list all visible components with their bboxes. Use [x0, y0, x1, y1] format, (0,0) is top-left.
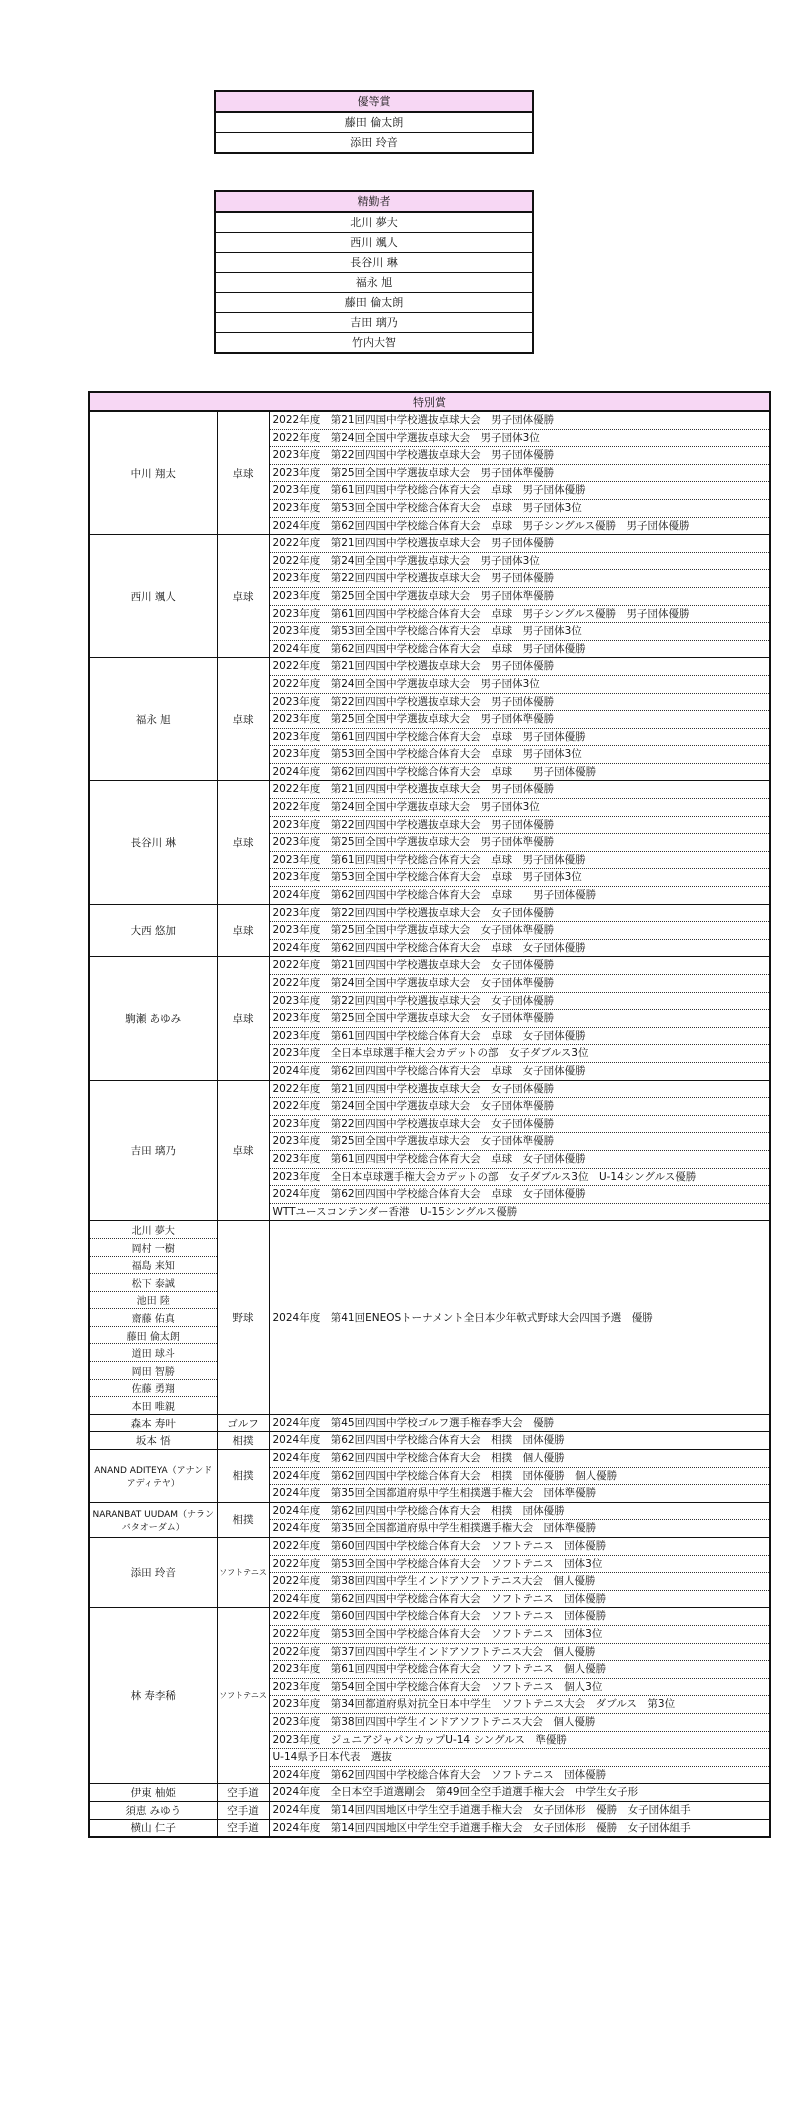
result-line: 2023年度 第22回四国中学校選抜卓球大会 男子団体優勝: [269, 816, 770, 834]
awardee-name: 林 寿李稀: [89, 1608, 217, 1784]
result-line: 2023年度 第25回全国中学選抜卓球大会 男子団体準優勝: [269, 711, 770, 729]
team-member-name: 池田 陸: [89, 1291, 217, 1309]
result-row: [89, 1608, 770, 1626]
result-line: 2024年度 第62回四国中学校総合体育大会 卓球 男子団体優勝: [269, 887, 770, 905]
result-row: [89, 904, 770, 922]
result-line: 2023年度 第22回四国中学校選抜卓球大会 女子団体優勝: [269, 904, 770, 922]
result-line: 2024年度 第62回四国中学校総合体育大会 卓球 女子団体優勝: [269, 1186, 770, 1204]
awardee-name: 須恵 みゆう: [89, 1801, 217, 1819]
result-row: [89, 1080, 770, 1098]
result-line: 2023年度 第61回四国中学校総合体育大会 卓球 男子団体優勝: [269, 851, 770, 869]
result-line: 2024年度 第62回四国中学校総合体育大会 卓球 女子団体優勝: [269, 1062, 770, 1080]
result-line: 2024年度 第62回四国中学校総合体育大会 ソフトテニス 団体優勝: [269, 1590, 770, 1608]
result-line: 2022年度 第21回四国中学校選抜卓球大会 男子団体優勝: [269, 658, 770, 676]
result-line: 2023年度 第61回四国中学校総合体育大会 卓球 男子団体優勝: [269, 728, 770, 746]
sport-label: 相撲: [217, 1502, 269, 1537]
team-member-name: 北川 夢大: [89, 1221, 217, 1239]
awardee-name: 吉田 璃乃: [89, 1080, 217, 1221]
result-row: [89, 1819, 770, 1837]
awardee-name: 伊東 柚姫: [89, 1784, 217, 1802]
result-line: 2023年度 第25回全国中学選抜卓球大会 男子団体準優勝: [269, 587, 770, 605]
result-line: 2023年度 第22回四国中学校選抜卓球大会 男子団体優勝: [269, 447, 770, 465]
sport-label: 卓球: [217, 904, 269, 957]
result-line: 2023年度 第61回四国中学校総合体育大会 卓球 男子シングルス優勝 男子団体優勝: [269, 605, 770, 623]
result-line: 2022年度 第53回全国中学校総合体育大会 ソフトテニス 団体3位: [269, 1555, 770, 1573]
sport-label: ソフトテニス: [217, 1608, 269, 1784]
team-member-name: 佐藤 勇翔: [89, 1379, 217, 1397]
sport-label: 卓球: [217, 535, 269, 658]
diligence-name: 北川 夢大: [215, 212, 533, 233]
sport-label: 空手道: [217, 1801, 269, 1819]
team-member-name: 福島 来知: [89, 1256, 217, 1274]
sport-label: 卓球: [217, 781, 269, 904]
result-line: 2022年度 第24回全国中学選抜卓球大会 男子団体3位: [269, 799, 770, 817]
result-line: 2024年度 第62回四国中学校総合体育大会 ソフトテニス 団体優勝: [269, 1766, 770, 1784]
result-line: 2023年度 第22回四国中学校選抜卓球大会 男子団体優勝: [269, 570, 770, 588]
result-row: [89, 658, 770, 676]
result-line: 2024年度 第62回四国中学校総合体育大会 卓球 男子シングルス優勝 男子団体優勝: [269, 517, 770, 535]
awardee-name: 森本 寿叶: [89, 1414, 217, 1432]
sport-label: 空手道: [217, 1784, 269, 1802]
awardee-name: 添田 玲音: [89, 1538, 217, 1608]
team-member-name: 齋藤 佑真: [89, 1309, 217, 1327]
result-line: 2023年度 第53回全国中学校総合体育大会 卓球 男子団体3位: [269, 499, 770, 517]
result-line: 2024年度 第62回四国中学校総合体育大会 相撲 団体優勝: [269, 1502, 770, 1520]
result-line: 2024年度 第35回全国都道府県中学生相撲選手権大会 団体準優勝: [269, 1520, 770, 1538]
sport-label: 野球: [217, 1221, 269, 1415]
result-row: [89, 1502, 770, 1520]
result-line: 2024年度 第62回四国中学校総合体育大会 卓球 女子団体優勝: [269, 939, 770, 957]
result-line: 2022年度 第21回四国中学校選抜卓球大会 男子団体優勝: [269, 535, 770, 553]
result-line: 2023年度 第22回四国中学校選抜卓球大会 女子団体優勝: [269, 992, 770, 1010]
diligence-award-title: 精勤者: [215, 191, 533, 212]
diligence-award-table: [214, 190, 534, 354]
result-line: 2022年度 第21回四国中学校選抜卓球大会 女子団体優勝: [269, 1080, 770, 1098]
result-line: 2023年度 第22回四国中学校選抜卓球大会 女子団体優勝: [269, 1115, 770, 1133]
excellence-award-title: 優等賞: [215, 91, 533, 112]
result-line: 2024年度 第14回四国地区中学生空手道選手権大会 女子団体形 優勝 女子団体組手: [269, 1819, 770, 1837]
result-row: [89, 1784, 770, 1802]
result-line: 2022年度 第53回全国中学校総合体育大会 ソフトテニス 団体3位: [269, 1625, 770, 1643]
excellence-name: 藤田 倫太朗: [215, 112, 533, 133]
result-row: [89, 1414, 770, 1432]
result-line: 2022年度 第37回四国中学生インドアソフトテニス大会 個人優勝: [269, 1643, 770, 1661]
result-row: [89, 1801, 770, 1819]
result-row: [89, 411, 770, 429]
awardee-name: 横山 仁子: [89, 1819, 217, 1837]
awardee-name: 大西 悠加: [89, 904, 217, 957]
result-line: 2024年度 第62回四国中学校総合体育大会 相撲 個人優勝: [269, 1450, 770, 1468]
result-line: 2023年度 第25回全国中学選抜卓球大会 男子団体準優勝: [269, 464, 770, 482]
result-line: 2024年度 第62回四国中学校総合体育大会 相撲 団体優勝: [269, 1432, 770, 1450]
result-line: 2023年度 第53回全国中学校総合体育大会 卓球 男子団体3位: [269, 869, 770, 887]
awardee-name: 西川 颯人: [89, 535, 217, 658]
diligence-name: 西川 颯人: [215, 233, 533, 253]
team-member-name: 藤田 倫太朗: [89, 1326, 217, 1344]
result-line: 2023年度 第61回四国中学校総合体育大会 卓球 男子団体優勝: [269, 482, 770, 500]
result-line: 2023年度 第54回全国中学校総合体育大会 ソフトテニス 個人3位: [269, 1678, 770, 1696]
team-member-name: 本田 唯親: [89, 1397, 217, 1415]
result-line: 2023年度 第61回四国中学校総合体育大会 ソフトテニス 個人優勝: [269, 1661, 770, 1679]
result-line: 2023年度 第25回全国中学選抜卓球大会 女子団体準優勝: [269, 1010, 770, 1028]
sport-label: 卓球: [217, 411, 269, 535]
team-member-name: 岡田 智勝: [89, 1362, 217, 1380]
result-row: [89, 1450, 770, 1468]
awardee-name: 長谷川 琳: [89, 781, 217, 904]
sport-label: 相撲: [217, 1432, 269, 1450]
result-line: 2022年度 第21回四国中学校選抜卓球大会 男子団体優勝: [269, 411, 770, 429]
awardee-name: 福永 旭: [89, 658, 217, 781]
result-line: 2024年度 第35回全国都道府県中学生相撲選手権大会 団体準優勝: [269, 1485, 770, 1503]
team-member-name: 松下 泰誠: [89, 1274, 217, 1292]
excellence-award-table: [214, 90, 534, 154]
result-line: 2024年度 全日本空手道選剛会 第49回全空手道選手権大会 中学生女子形: [269, 1784, 770, 1802]
result-line: 2023年度 第25回全国中学選抜卓球大会 男子団体準優勝: [269, 834, 770, 852]
awardee-name: ANAND ADITEYA（アナンド アディテヤ）: [89, 1450, 217, 1503]
result-line: 2023年度 全日本卓球選手権大会カデットの部 女子ダブルス3位 U-14シングルス優勝: [269, 1168, 770, 1186]
diligence-name: 福永 旭: [215, 273, 533, 293]
awardee-name: 中川 翔太: [89, 411, 217, 535]
sport-label: 相撲: [217, 1450, 269, 1503]
result-line: 2022年度 第38回四国中学生インドアソフトテニス大会 個人優勝: [269, 1573, 770, 1591]
result-line: 2024年度 第14回四国地区中学生空手道選手権大会 女子団体形 優勝 女子団体組手: [269, 1801, 770, 1819]
result-line: 2023年度 全日本卓球選手権大会カデットの部 女子ダブルス3位: [269, 1045, 770, 1063]
sport-label: 卓球: [217, 957, 269, 1080]
diligence-name: 藤田 倫太朗: [215, 293, 533, 313]
result-line: 2023年度 第53回全国中学校総合体育大会 卓球 男子団体3位: [269, 746, 770, 764]
awardee-name: NARANBAT UUDAM（ナランバタオーダム）: [89, 1502, 217, 1537]
special-award-table: [88, 391, 771, 1838]
result-line: 2022年度 第21回四国中学校選抜卓球大会 男子団体優勝: [269, 781, 770, 799]
result-line: 2022年度 第60回四国中学校総合体育大会 ソフトテニス 団体優勝: [269, 1608, 770, 1626]
result-line: 2022年度 第60回四国中学校総合体育大会 ソフトテニス 団体優勝: [269, 1538, 770, 1556]
result-row: [89, 781, 770, 799]
result-line: 2023年度 第25回全国中学選抜卓球大会 女子団体準優勝: [269, 1133, 770, 1151]
result-line: 2022年度 第24回全国中学選抜卓球大会 女子団体準優勝: [269, 1098, 770, 1116]
result-line: 2023年度 第22回四国中学校選抜卓球大会 男子団体優勝: [269, 693, 770, 711]
result-line: 2022年度 第24回全国中学選抜卓球大会 男子団体3位: [269, 552, 770, 570]
result-line: 2024年度 第62回四国中学校総合体育大会 卓球 男子団体優勝: [269, 640, 770, 658]
result-line: WTTユースコンテンダー香港 U-15シングルス優勝: [269, 1203, 770, 1221]
result-line: 2023年度 第61回四国中学校総合体育大会 卓球 女子団体優勝: [269, 1027, 770, 1045]
diligence-name: 長谷川 琳: [215, 253, 533, 273]
result-line: 2023年度 第25回全国中学選抜卓球大会 女子団体準優勝: [269, 922, 770, 940]
result-line: 2024年度 第41回ENEOSトーナメント全日本少年軟式野球大会四国予選 優勝: [269, 1221, 770, 1415]
result-line: 2024年度 第62回四国中学校総合体育大会 卓球 男子団体優勝: [269, 763, 770, 781]
result-line: 2022年度 第21回四国中学校選抜卓球大会 女子団体優勝: [269, 957, 770, 975]
result-line: U-14県予日本代表 選抜: [269, 1749, 770, 1767]
result-line: 2023年度 ジュニアジャパンカップU-14 シングルス 準優勝: [269, 1731, 770, 1749]
special-award-title: 特別賞: [89, 392, 770, 411]
excellence-name: 添田 玲音: [215, 133, 533, 154]
result-row: [89, 1538, 770, 1556]
sport-label: ソフトテニス: [217, 1538, 269, 1608]
result-line: 2022年度 第24回全国中学選抜卓球大会 男子団体3位: [269, 675, 770, 693]
result-line: 2023年度 第38回四国中学生インドアソフトテニス大会 個人優勝: [269, 1713, 770, 1731]
diligence-name: 吉田 璃乃: [215, 313, 533, 333]
team-member-name: 道田 球斗: [89, 1344, 217, 1362]
result-line: 2022年度 第24回全国中学選抜卓球大会 女子団体準優勝: [269, 975, 770, 993]
result-line: 2024年度 第62回四国中学校総合体育大会 相撲 団体優勝 個人優勝: [269, 1467, 770, 1485]
result-row: [89, 535, 770, 553]
result-line: 2023年度 第53回全国中学校総合体育大会 卓球 男子団体3位: [269, 623, 770, 641]
awardee-name: 坂本 悟: [89, 1432, 217, 1450]
sport-label: 卓球: [217, 658, 269, 781]
result-row: [89, 957, 770, 975]
result-line: 2022年度 第24回全国中学選抜卓球大会 男子団体3位: [269, 429, 770, 447]
sport-label: ゴルフ: [217, 1414, 269, 1432]
result-line: 2023年度 第34回都道府県対抗全日本中学生 ソフトテニス大会 ダブルス 第3位: [269, 1696, 770, 1714]
result-line: 2023年度 第61回四国中学校総合体育大会 卓球 女子団体優勝: [269, 1150, 770, 1168]
result-line: 2024年度 第45回四国中学校ゴルフ選手権春季大会 優勝: [269, 1414, 770, 1432]
sport-label: 卓球: [217, 1080, 269, 1221]
diligence-name: 竹内大智: [215, 333, 533, 354]
team-member-name: 岡村 一樹: [89, 1238, 217, 1256]
result-row: [89, 1432, 770, 1450]
sport-label: 空手道: [217, 1819, 269, 1837]
awardee-name: 駒瀬 あゆみ: [89, 957, 217, 1080]
